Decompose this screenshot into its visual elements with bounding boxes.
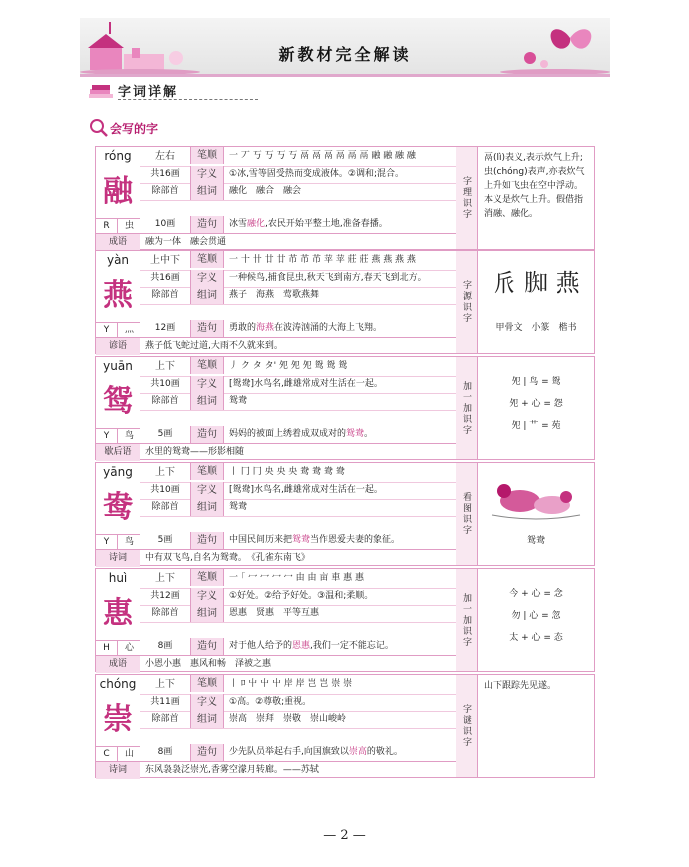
sentence-end: 。 [364,429,374,439]
explanation-panel: 鬲(lì)表义,表示炊气上升;虫(chóng)表声,亦表炊气上升如飞虫在空中浮动。本义是炊气上升。假借指消融、融化。 [484,153,585,219]
extension-key: 诗词 [96,550,140,567]
radical-letter: H [103,643,110,653]
row-divider [140,622,456,623]
remaining-strokes: 8画 [157,641,173,651]
words-label: 组词 [190,287,224,304]
sentence-highlight: 海燕 [256,323,275,333]
words-label: 组词 [190,393,224,410]
pinyin: yàn [106,253,130,267]
sentence [224,638,456,655]
row-divider [140,410,456,411]
sentence-label: 造句 [190,744,224,761]
words-label: 组词 [190,499,224,516]
remaining-strokes: 5画 [157,429,173,439]
radical-box [96,428,140,443]
radical-box [96,640,140,655]
meaning: [鸳鸯]水鸟名,雌雄常成对生活在一起。 [229,485,383,495]
meaning: [鸳鸯]水鸟名,雌雄常成对生活在一起。 [229,379,383,389]
words-label: 组词 [190,183,224,200]
words: 恩惠 贤惠 平等互惠 [229,608,320,618]
page-header [80,18,610,77]
character-card [95,146,595,250]
character-card [95,356,595,460]
explanation-panel: 山下跟踪先见遂。 [484,681,557,691]
stroke-order: 一 十 卄 廿 廿 芇 芇 芇 苹 苹 莊 莊 燕 燕 燕 燕 [229,255,416,265]
radical-rule: 除部首 [151,502,179,512]
page-title: 新教材完全解读 [278,45,412,64]
stroke-count: 共16画 [150,169,180,179]
radical: 鸟 [117,535,141,550]
extension-row [96,233,456,250]
radical: 灬 [117,323,141,338]
stroke-order: 一 ｢ 冖 冖 冖 冖 由 由 亩 車 惠 惠 [229,573,364,583]
extension-key: 成语 [96,234,140,251]
combine-line: 太 + 心 = 态 [509,633,563,643]
remaining-strokes: 5画 [157,535,173,545]
words: 鸳鸯 [229,502,248,512]
words: 燕子 海燕 莺歌燕舞 [229,290,320,300]
order-label: 笔顺 [190,675,224,692]
method-label: 加一加识字 [456,357,478,459]
sentence-start: 少先队员举起右手,向国旗致以 [229,747,349,757]
pinyin: yāng [103,465,133,479]
extension-key: 谚语 [96,338,140,355]
combine-line: 今 + 心 = 念 [509,589,563,599]
extension-value: 融为一体 融会贯通 [145,237,227,247]
page-number: — 2 — [323,828,366,843]
stroke-count: 共10画 [150,379,180,389]
meaning: ①好处。②给予好处。③温和;柔顺。 [229,591,374,601]
method-label: 字源识字 [456,251,478,353]
structure: 上中下 [150,255,180,266]
radical-rule: 除部首 [151,396,179,406]
row-divider [140,516,456,517]
sentence-label: 造句 [190,320,224,337]
character: 鸯 [103,490,133,525]
radical-box [96,218,140,233]
extension-value: 中有双飞鸟,自名为鸳鸯。 《孔雀东南飞》 [145,553,310,563]
meaning-label: 字义 [190,166,224,183]
book-icon [88,81,114,99]
section-title: 字词详解 [118,85,179,100]
mandarin-duck-icon [490,467,582,523]
sentence [224,532,456,549]
sentence-label: 造句 [190,426,224,443]
structure: 上下 [155,467,175,478]
sentence-start: 妈妈的被面上绣着成双成对的 [229,429,347,439]
sentence [224,216,456,233]
character: 鸳 [103,384,133,419]
extension-value: 东风袅袅泛崇光,香雾空濛月转廊。——苏轼 [145,765,319,775]
radical-box [96,746,140,761]
sentence-highlight: 恩惠 [292,641,311,651]
structure: 上下 [155,361,175,372]
pinyin: huì [108,571,128,585]
character-card [95,250,595,354]
combine-panel [478,569,594,671]
extension-row [96,337,456,354]
subsection-title: 会写的字 [110,122,159,136]
combine-panel [478,357,594,459]
remaining-strokes: 8画 [157,747,173,757]
radical-letter: Y [103,537,110,547]
radical-letter: R [103,221,110,231]
character: 融 [103,174,133,209]
sentence-start: 冰雪 [229,219,248,229]
extension-key: 歇后语 [96,444,140,461]
extension-row [96,761,456,778]
extension-row [96,443,456,460]
pinyin: yuān [103,359,133,373]
order-label: 笔顺 [190,463,224,480]
sentence-label: 造句 [190,216,224,233]
structure: 上下 [155,679,175,690]
sentence-highlight: 融化 [247,219,266,229]
row-divider [140,728,456,729]
character-card [95,674,595,778]
sentence-start: 对于他人给予的 [229,641,293,651]
stroke-count: 共16画 [150,273,180,283]
order-label: 笔顺 [190,251,224,268]
magnifier-icon [88,117,110,139]
script-glyphs: 𠂢 𦝔 燕 [492,269,580,297]
script-names: 甲骨文 小篆 楷书 [495,323,577,333]
meaning: ①高。②尊敬;重视。 [229,697,312,707]
character: 惠 [103,596,133,631]
character-card [95,568,595,672]
meaning: 一种候鸟,捕食昆虫,秋天飞到南方,春天飞到北方。 [229,273,427,283]
sentence-highlight: 崇高 [348,747,367,757]
pinyin: chóng [99,677,137,691]
radical-rule: 除部首 [151,290,179,300]
combine-line: 夗 | 艹 = 苑 [511,421,561,431]
row-divider [140,304,456,305]
radical: 山 [117,747,141,762]
meaning-label: 字义 [190,270,224,287]
meaning-label: 字义 [190,588,224,605]
character: 燕 [103,278,133,313]
radical-rule: 除部首 [151,186,179,196]
extension-value: 水里的鸳鸯——形影相随 [145,447,245,457]
combine-line: 勿 | 心 = 忽 [511,611,561,621]
remaining-strokes: 10画 [154,219,176,229]
radical-rule: 除部首 [151,608,179,618]
order-label: 笔顺 [190,357,224,374]
sentence [224,426,456,443]
sentence-label: 造句 [190,532,224,549]
sentence [224,744,456,761]
meaning-label: 字义 [190,376,224,393]
structure: 左右 [155,151,175,162]
radical-letter: Y [103,431,110,441]
sentence-label: 造句 [190,638,224,655]
radical: 虫 [117,219,141,234]
radical-box [96,322,140,337]
radical-rule: 除部首 [151,714,179,724]
words: 融化 融合 融会 [229,186,302,196]
method-label: 字谜识字 [456,675,478,777]
pinyin: róng [104,149,132,163]
meaning-label: 字义 [190,694,224,711]
stroke-order: 丨 冂 冂 央 央 央 鸯 鸯 鸯 鸯 [229,467,345,477]
stroke-order: 一 丆 丂 丂 丂 丂 鬲 鬲 鬲 鬲 鬲 鬲 融 融 融 融 [229,151,416,161]
order-label: 笔顺 [190,147,224,164]
meaning: ①冰,雪等固受热而变成液体。②调和;混合。 [229,169,405,179]
picture-caption: 鸳鸯 [526,536,545,546]
method-label: 加一加识字 [456,569,478,671]
script-panel [478,251,594,353]
stroke-count: 共11画 [150,697,180,707]
method-label: 字理识字 [456,147,478,249]
sentence-highlight: 鸳鸯 [346,429,365,439]
radical-letter: C [103,749,110,759]
stroke-order: 丿 ク タ タ' 夗 夗 夗 鸳 鸳 鸳 [229,361,348,371]
words: 鸳鸯 [229,396,248,406]
combine-line: 夗 + 心 = 怨 [509,399,563,409]
stroke-count: 共10画 [150,485,180,495]
words-label: 组词 [190,605,224,622]
character: 崇 [103,702,133,737]
stroke-count: 共12画 [150,591,180,601]
radical: 鸟 [117,429,141,444]
remaining-strokes: 12画 [154,323,176,333]
sentence-start: 勇敢的 [229,323,257,333]
extension-value: 小恩小惠 惠风和畅 泽被之惠 [145,659,272,669]
sentence-end: ,我们一定不能忘记。 [310,641,394,651]
row-divider [140,200,456,201]
section-divider [118,99,258,100]
sentence-end: 在波涛汹涌的大海上飞翔。 [274,323,383,333]
stroke-order: 丨 ﾛ 屮 屮 屮 岸 岸 岂 岂 崇 崇 [229,679,353,689]
structure: 上下 [155,573,175,584]
extension-row [96,655,456,672]
extension-value: 燕子低飞蛇过道,大雨不久就来到。 [145,341,283,351]
radical-letter: Y [103,325,110,335]
extension-key: 诗词 [96,762,140,779]
combine-line: 夗 | 鸟 = 鸳 [511,377,561,387]
sentence-end: ,农民开始平整土地,准备春播。 [265,219,388,229]
words: 崇高 崇拜 崇敬 崇山峻岭 [229,714,347,724]
sentence [224,320,456,337]
order-label: 笔顺 [190,569,224,586]
section-heading [88,79,608,101]
extension-key: 成语 [96,656,140,673]
sentence-highlight: 鸳鸯 [292,535,311,545]
sentence-end: 当作恩爱夫妻的象征。 [310,535,401,545]
method-label: 看图识字 [456,463,478,565]
meaning-label: 字义 [190,482,224,499]
words-label: 组词 [190,711,224,728]
radical: 心 [117,641,141,656]
radical-box [96,534,140,549]
sentence-end: 的敬礼。 [366,747,403,757]
character-card [95,462,595,566]
sentence-start: 中国民间历来把 [229,535,293,545]
picture-panel [478,463,594,565]
extension-row [96,549,456,566]
